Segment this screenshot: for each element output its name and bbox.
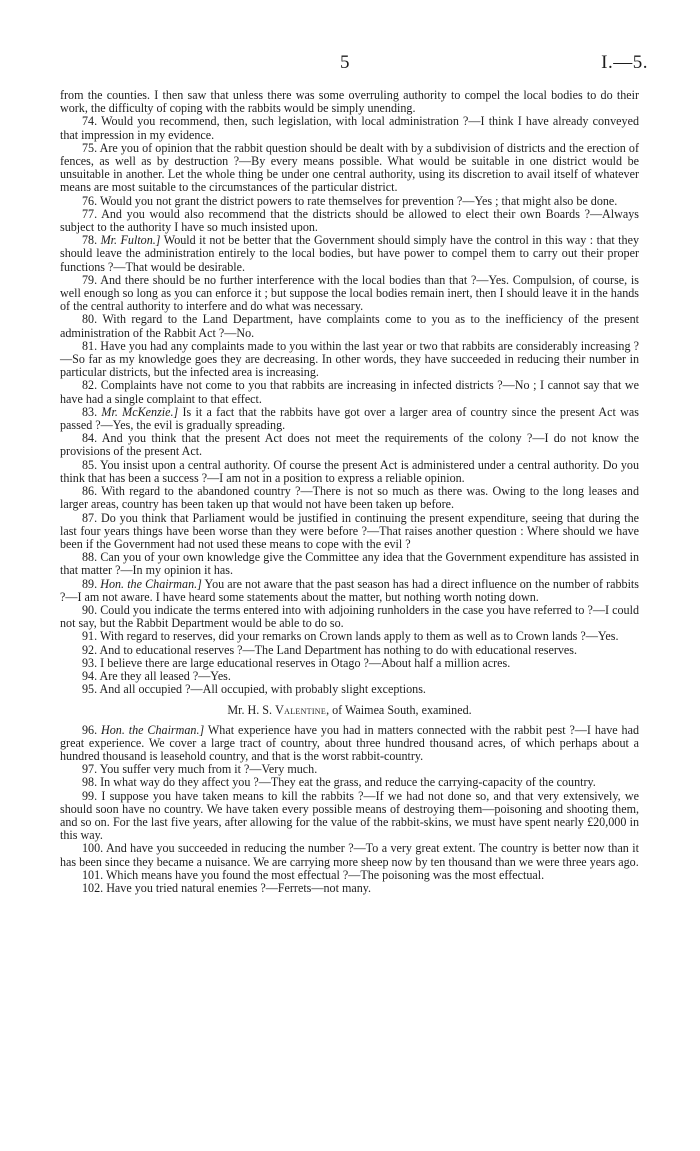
document-reference: I.—5. (601, 52, 648, 73)
question-text: Which means have you found the most effectual ?—The poisoning was the most effectual. (105, 867, 545, 882)
question-number: 98. (82, 775, 98, 790)
speaker-name: Mr. McKenzie.] (101, 404, 179, 419)
question-text: You are not aware that the past season has had a direct influence on the number of rabbits ?—I am not aware. I have heard some statements about the matter, but nothing worth noting down. (60, 576, 639, 604)
witness-heading (60, 704, 639, 717)
question-text: With regard to the Land Department, have complaints come to you as to the inefficiency of the present administration of the Rabbit Act ?—No. (60, 312, 639, 340)
question-number: 75. (82, 140, 98, 155)
speaker-name: Mr. Fulton.] (100, 233, 161, 248)
question-text: Would you not grant the district powers to rate themselves for prevention ?—Yes ; that might also be done. (99, 193, 618, 208)
question-number: 97. (82, 762, 98, 777)
question-text: With regard to the abandoned country ?—There is not so much as there was. Owing to the long leases and larger areas, country has been taken up that would not have been taken up before. (60, 484, 639, 512)
page-header (0, 52, 700, 82)
question-number: 101. (82, 867, 104, 882)
question-number: 87. (82, 510, 98, 525)
page-number: 5 (340, 52, 350, 73)
question-text: Would you recommend, then, such legislation, with local administration ?—I think I have already conveyed that impression in my evidence. (60, 114, 639, 142)
question-text: Could you indicate the terms entered into with adjoining runholders in the case you have referred to ?—I could not say, but the Rabbit Department would be able to do so. (60, 602, 639, 631)
question-paragraph (60, 882, 639, 895)
question-number: 93. (82, 655, 98, 670)
witness-name: Valentine (275, 703, 327, 718)
question-paragraph (60, 842, 639, 868)
witness-suffix: , of Waimea South, examined. (326, 703, 472, 718)
question-number: 94. (82, 668, 98, 683)
question-number: 91. (82, 629, 98, 644)
question-paragraph (60, 551, 639, 577)
question-text: I suppose you have taken means to kill the rabbits ?—If we had not done so, and that very extensively, we should soon have no country. We have taken every possible means of destroying them—poisoning and shooting them, and so on. For the last five years, after allowing for the value of the rabbit-skins, we must have spent nearly £20,000 in this way. (60, 788, 639, 843)
question-text: Can you of your own knowledge give the Committee any idea that the Government expenditure has assisted in that matter ?—In my opinion it has. (60, 550, 639, 578)
question-number: 77. (82, 206, 98, 221)
question-paragraph (60, 790, 639, 843)
question-number: 80. (82, 312, 98, 327)
question-number: 95. (82, 682, 98, 697)
question-list-1 (60, 115, 639, 696)
question-paragraph (60, 683, 639, 696)
question-text: What experience have you had in matters connected with the rabbit pest ?—I have had great experience. We cover a large tract of country, about three hundred thousand acres, of which perhaps about a hundred thousand is leasehold country, and that is the worst rabbit-country. (60, 722, 639, 763)
question-number: 85. (82, 457, 98, 472)
question-paragraph (60, 459, 639, 485)
question-paragraph (60, 274, 639, 314)
question-paragraph (60, 406, 639, 432)
question-paragraph (60, 724, 639, 764)
question-number: 86. (82, 484, 98, 499)
question-text: You insist upon a central authority. Of course the present Act is administered under a central authority. Do you think that has been a success ?—I am not in a position to express a reliable opinion. (60, 457, 639, 485)
question-text: Are you of opinion that the rabbit question should be dealt with by a subdivision of districts and the erection of fences, as well as by destruction ?—By every means possible. What would be suitable in one district would be unsuitable in another. Let the whole thing be under one central authority, using its discretion to avail itself of whatever means are most suitable to the circumstances of the particular district. (60, 140, 640, 195)
question-number: 79. (82, 272, 98, 287)
question-number: 92. (82, 642, 98, 657)
question-text: Complaints have not come to you that rabbits are increasing in infected districts ?—No ; I cannot say that we have had a single complaint to that effect. (60, 378, 639, 406)
question-paragraph (60, 234, 639, 274)
question-text: Are they all leased ?—Yes. (99, 668, 231, 683)
question-text: I believe there are large educational reserves in Otago ?—About half a million acres. (100, 655, 511, 670)
speaker-name: Hon. the Chairman.] (101, 722, 205, 737)
question-text: And there should be no further interference with the local bodies than that ?—Yes. Compulsion, of course, is well enough so long as you can enforce it ; but suppose the local bodies remain inert, then I should leave it in the hands of the central authority to interfere and do what was necessary. (60, 272, 639, 314)
question-number: 78. (82, 233, 98, 248)
question-number: 83. (82, 404, 98, 419)
question-paragraph (60, 485, 639, 511)
question-paragraph (60, 340, 639, 380)
witness-prefix: Mr. H. S. (227, 703, 273, 718)
question-text: And you would also recommend that the districts should be allowed to elect their own Boards ?—Always subject to the authority I have so much insisted upon. (60, 206, 639, 235)
question-text: Have you had any complaints made to you within the last year or two that rabbits are considerably increasing ?—So far as my knowledge goes they are decreasing. In other words, they have succeeded in reducing their number in particular districts, but the infected area is increasing. (60, 338, 639, 380)
question-number: 100. (82, 841, 104, 856)
question-text: And to educational reserves ?—The Land Department has nothing to do with educational reserves. (99, 642, 578, 657)
question-paragraph (60, 115, 639, 141)
question-list-2 (60, 724, 639, 896)
question-paragraph (60, 379, 639, 405)
question-paragraph (60, 313, 639, 339)
question-number: 81. (82, 338, 98, 353)
question-paragraph (60, 604, 639, 630)
question-text: And you think that the present Act does not meet the requirements of the colony ?—I do not know the provisions of the present Act. (60, 431, 639, 459)
question-paragraph (60, 432, 639, 458)
question-number: 76. (82, 193, 98, 208)
question-number: 82. (82, 378, 98, 393)
question-paragraph (60, 142, 639, 195)
question-text: And all occupied ?—All occupied, with probably slight exceptions. (99, 682, 426, 697)
question-text: Do you think that Parliament would be justified in continuing the present expenditure, seeing that during the last four years things have been worse than they were before ?—That raises another question : Where should we have been if the Government had not used these means to cope with the evil ? (60, 510, 639, 551)
question-text: With regard to reserves, did your remarks on Crown lands apply to them as well as to Crown lands ?—Yes. (99, 629, 619, 644)
question-text: And have you succeeded in reducing the number ?—To a very great extent. The country is better now than it has been since they became a nuisance. We are carrying more sheep now by ten thousand than we were three years ago. (60, 841, 639, 869)
continuation-paragraph: from the counties. I then saw that unless there was some overruling authority to compel the local bodies to do their work, the difficulty of coping with the rabbits would be simply unending. (60, 88, 639, 116)
question-text: In what way do they affect you ?—They eat the grass, and reduce the carrying-capacity of the country. (100, 775, 596, 790)
question-text: Is it a fact that the rabbits have got over a larger area of country since the present Act was passed ?—Yes, the evil is gradually spreading. (60, 404, 639, 433)
question-number: 89. (82, 576, 98, 591)
evidence-body (60, 89, 639, 895)
question-number: 84. (82, 431, 98, 446)
question-number: 99. (82, 788, 98, 803)
question-paragraph (60, 208, 639, 234)
question-paragraph (60, 578, 639, 604)
question-text: Would it not be better that the Government should simply have the control in this way : that they should leave the administration entirely to the local bodies, but have power to compel them to carry out their proper functions ?—That would be desirable. (60, 233, 639, 274)
speaker-name: Hon. the Chairman.] (100, 576, 202, 591)
question-number: 96. (82, 722, 98, 737)
question-number: 102. (82, 880, 104, 895)
question-number: 74. (82, 114, 98, 129)
question-text: You suffer very much from it ?—Very much. (99, 762, 318, 777)
question-paragraph (60, 512, 639, 552)
question-number: 88. (82, 550, 98, 565)
question-text: Have you tried natural enemies ?—Ferrets—not many. (106, 880, 372, 895)
question-number: 90. (82, 602, 98, 617)
